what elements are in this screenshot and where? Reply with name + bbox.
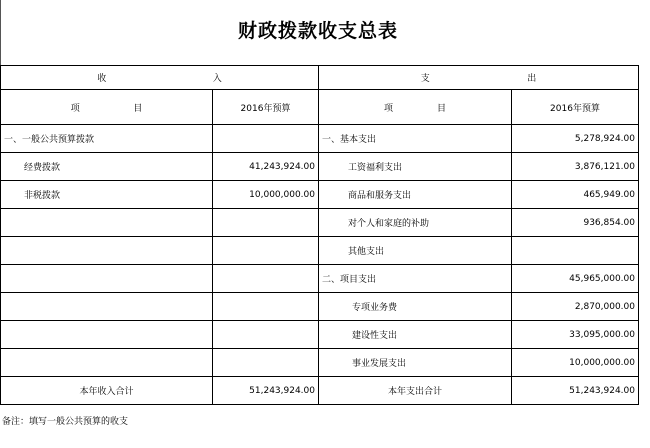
expense-item-cell: 二、项目支出 (319, 265, 512, 293)
expense-item-cell: 事业发展支出 (319, 349, 512, 377)
expense-header-left: 支 (420, 74, 430, 84)
table-row (1, 293, 639, 321)
income-total-label: 本年收入合计 (1, 377, 213, 405)
table-row (1, 209, 639, 237)
income-value-cell (213, 237, 319, 265)
expense-item-cell: 商品和服务支出 (319, 181, 512, 209)
table-row (1, 349, 639, 377)
footnote: 备注：填写一般公共预算的收支 (2, 417, 129, 427)
income-header-right: 入 (212, 74, 222, 84)
expense-budget-header: 2016年预算 (512, 90, 639, 125)
expense-value-cell: 45,965,000.00 (512, 265, 639, 293)
income-value-cell (213, 209, 319, 237)
income-value-cell: 10,000,000.00 (213, 181, 319, 209)
income-value-cell (213, 265, 319, 293)
item-header-left: 项 (383, 103, 393, 114)
item-header-right: 目 (133, 103, 143, 114)
income-header-left: 收 (97, 74, 107, 84)
expense-value-cell: 2,870,000.00 (512, 293, 639, 321)
table-row (1, 265, 639, 293)
expense-section-header (319, 66, 639, 90)
income-item-cell (1, 349, 213, 377)
income-item-cell (1, 209, 213, 237)
page-title: 财政拨款收支总表 (237, 20, 398, 42)
income-section-header (1, 66, 319, 90)
income-item-cell (1, 237, 213, 265)
income-item-cell: 经费拨款 (1, 153, 213, 181)
expense-total-value: 51,243,924.00 (512, 377, 639, 405)
income-item-header (1, 90, 213, 125)
expense-value-cell: 3,876,121.00 (512, 153, 639, 181)
income-total-value: 51,243,924.00 (213, 377, 319, 405)
expense-value-cell: 10,000,000.00 (512, 349, 639, 377)
income-item-cell (1, 265, 213, 293)
left-border-rule (0, 0, 1, 66)
expense-item-cell: 专项业务费 (319, 293, 512, 321)
expense-value-cell: 465,949.00 (512, 181, 639, 209)
income-budget-header: 2016年预算 (213, 90, 319, 125)
table-row (1, 237, 639, 265)
totals-row (1, 377, 639, 405)
expense-value-cell: 5,278,924.00 (512, 125, 639, 153)
income-item-cell: 非税拨款 (1, 181, 213, 209)
expense-item-cell: 一、基本支出 (319, 125, 512, 153)
income-item-cell (1, 321, 213, 349)
expense-item-cell: 对个人和家庭的补助 (319, 209, 512, 237)
table-row (1, 181, 639, 209)
expense-total-label: 本年支出合计 (319, 377, 512, 405)
income-value-cell (213, 293, 319, 321)
expense-header-right: 出 (527, 74, 537, 84)
header-row-columns (1, 90, 639, 125)
expense-item-header (319, 90, 512, 125)
income-value-cell (213, 321, 319, 349)
table-row (1, 153, 639, 181)
expense-item-cell: 工资福利支出 (319, 153, 512, 181)
item-header-right: 目 (436, 103, 446, 114)
table-row (1, 321, 639, 349)
table-row (1, 125, 639, 153)
header-row-section (1, 66, 639, 90)
fiscal-summary-table (0, 65, 639, 405)
item-header-left: 项 (70, 103, 80, 114)
income-item-cell (1, 293, 213, 321)
income-value-cell (213, 349, 319, 377)
expense-value-cell: 33,095,000.00 (512, 321, 639, 349)
income-item-cell: 一、一般公共预算拨款 (1, 125, 213, 153)
expense-value-cell: 936,854.00 (512, 209, 639, 237)
expense-item-cell: 建设性支出 (319, 321, 512, 349)
expense-value-cell (512, 237, 639, 265)
income-value-cell (213, 125, 319, 153)
income-value-cell: 41,243,924.00 (213, 153, 319, 181)
expense-item-cell: 其他支出 (319, 237, 512, 265)
